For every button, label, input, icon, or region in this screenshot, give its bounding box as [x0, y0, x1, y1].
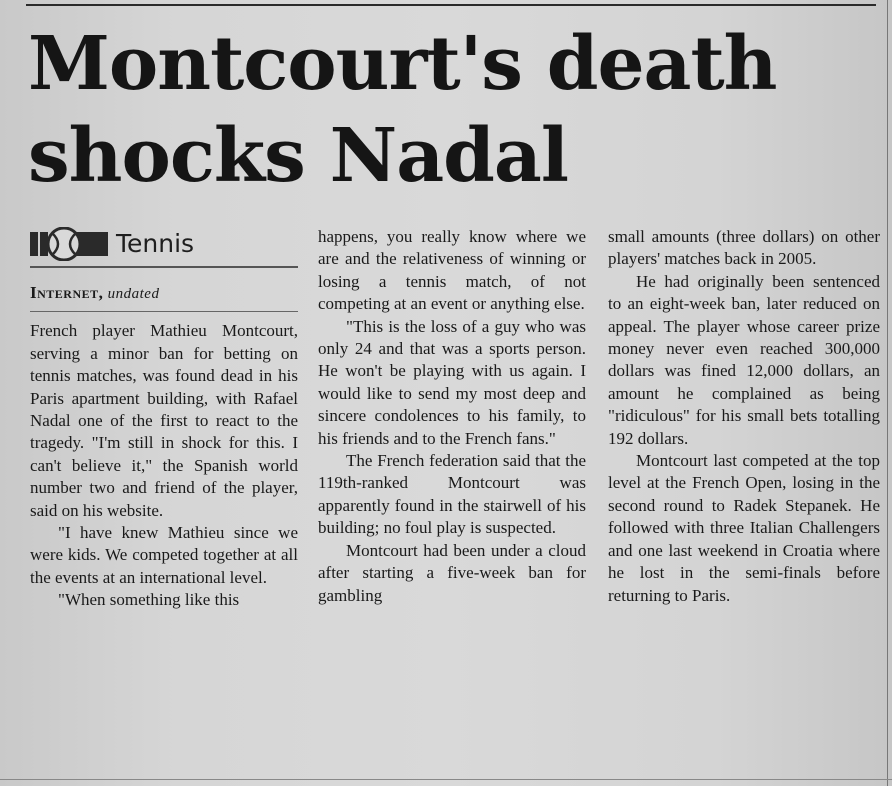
paragraph-4: "This is the loss of a guy who was only 24 and that was a sports person. He won't be playing with us again. I would like to send my most deep and sincere condolences to his family, to his friends and to the French fans." — [318, 316, 586, 448]
section-rule — [30, 266, 298, 268]
paragraph-6-end: small amounts (three dollars) on other players' matches back in 2005. — [608, 227, 880, 269]
column-1 — [30, 226, 298, 612]
dateline-rule — [30, 311, 298, 312]
paragraph-1: French player Mathieu Montcourt, serving a minor ban for betting on tennis matches, was found dead in his Paris apartment building, with Rafael Nadal one of the first to react to the tragedy. "I'm still in shock for this. I can't believe it," the Spanish world number two and friend of the player, said on his website. — [30, 321, 298, 520]
right-edge-rule — [887, 0, 888, 786]
paragraph-3-end: happens, you really know where we are and the relativeness of winning or losing a tennis match, of not competing at an event or anything else. — [318, 227, 586, 314]
bottom-rule — [0, 779, 892, 780]
paragraph-8: Montcourt last competed at the top level at the French Open, losing in the second round to Radek Stepanek. He followed with three Italian Challengers and one last weekend in Croatia where he lost in the semi-finals before returning to Paris. — [608, 451, 880, 605]
paragraph-3-start: "When something like this — [58, 590, 240, 610]
top-rule — [26, 4, 876, 6]
headline — [28, 18, 848, 202]
dateline — [30, 282, 298, 305]
paragraph-7: He had originally been sentenced to an eight-week ban, later reduced on appeal. The player whose career prize money never even reached 300,000 dollars was fined 12,000 dollars, an amount he complained as being "ridiculous" for his small bets totalling 192 dollars. — [608, 271, 880, 448]
paragraph-2: "I have knew Mathieu since we were kids. We competed together at all the events at an international level. — [30, 523, 298, 587]
section-label: Tennis — [116, 228, 195, 258]
column-2 — [318, 226, 586, 607]
section-tag — [30, 226, 298, 262]
headline-line-2: shocks Nadal — [28, 113, 568, 199]
paragraph-6-start: Montcourt had been under a cloud after starting a five-week ban for gambling — [318, 540, 586, 605]
paragraph-5: The French federation said that the 119th-ranked Montcourt was apparently found in the stairwell of his building; no foul play is suspected. — [318, 451, 586, 538]
dateline-place: Internet, — [30, 283, 104, 302]
tennis-ball-icon — [30, 227, 108, 261]
column-3 — [608, 226, 880, 607]
dateline-when: undated — [107, 286, 160, 302]
headline-line-1: Montcourt's death — [28, 21, 777, 107]
